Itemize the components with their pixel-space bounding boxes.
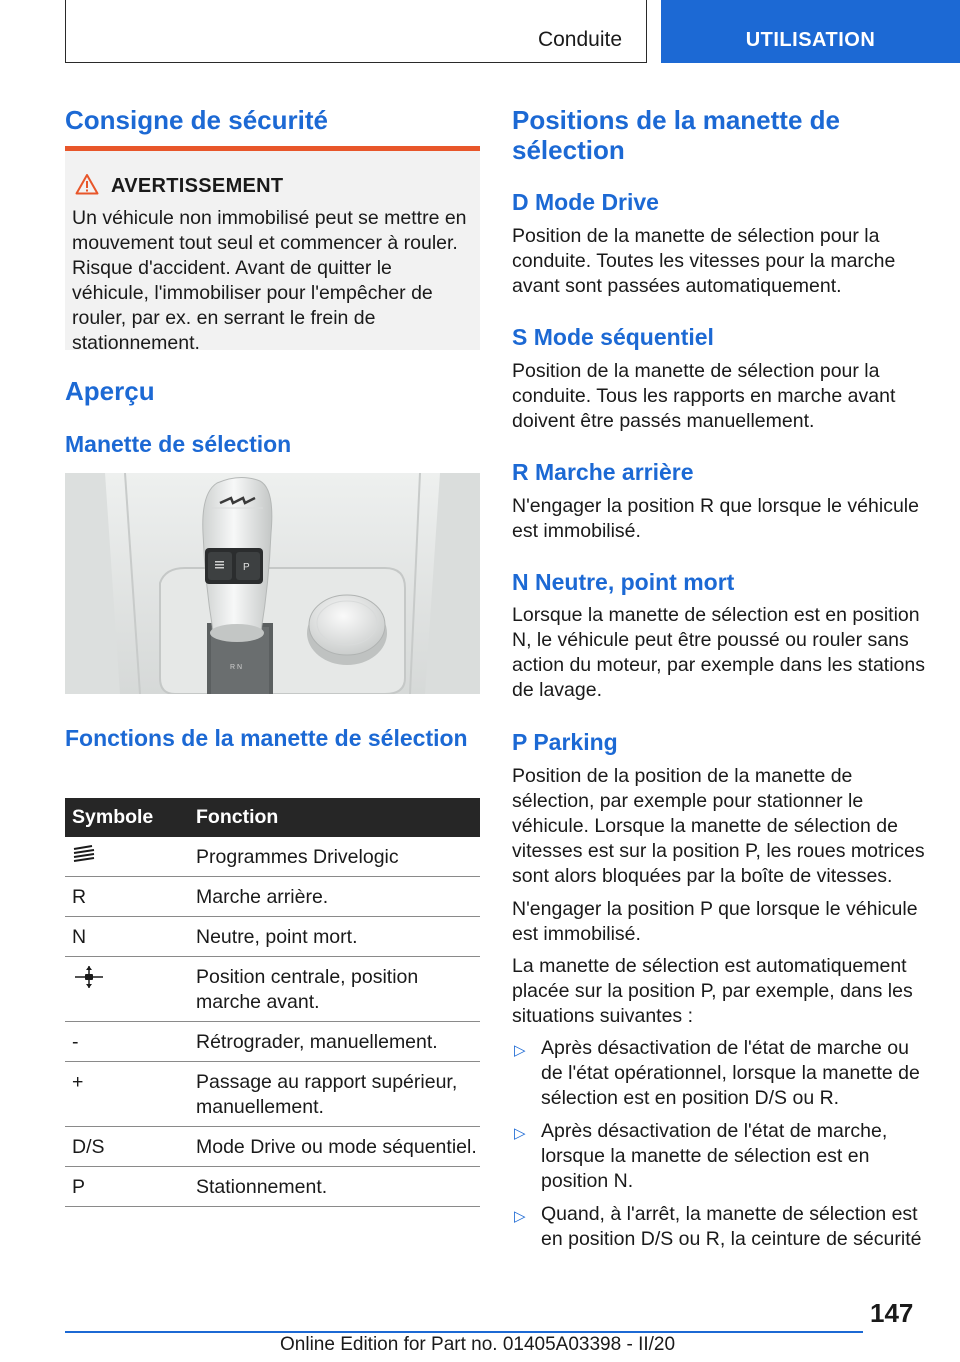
warning-triangle-icon: [75, 173, 99, 195]
page-number: 147: [870, 1298, 914, 1328]
warning-box: [65, 146, 480, 354]
table-cell-symbol: N: [65, 917, 189, 957]
reverse-heading: R Marche arrière: [512, 459, 694, 485]
parking-text-1: Position de la position de la manette de sélection, par exemple pour stationner le véhicule. Lorsque la manette de sélection de vitesses est sur la position P, les roues motrices sont alors bloquées par la boîte de vitesses.: [512, 765, 925, 887]
overview-heading: Aperçu: [65, 376, 155, 406]
table-cell-symbol: [65, 957, 189, 1022]
table-row: [65, 1062, 480, 1127]
warning-label: AVERTISSEMENT: [111, 175, 284, 197]
table-row: [65, 1167, 480, 1207]
table-cell-function: Neutre, point mort.: [189, 917, 480, 957]
table-cell-symbol: P: [65, 1167, 189, 1207]
table-row: [65, 1127, 480, 1167]
table-cell-function: Position centrale, position marche avant.: [189, 957, 480, 1022]
safety-heading: Consigne de sécurité: [65, 105, 328, 135]
neutral-heading: N Neutre, point mort: [512, 569, 735, 595]
footer-edition: Online Edition for Part no. 01405A03398 - II/20: [280, 1334, 676, 1355]
svg-text:P: P: [243, 562, 250, 573]
table-row: [65, 957, 480, 1022]
table-row: [65, 877, 480, 917]
parking-bullet-list: [512, 1036, 930, 1260]
drive-mode-heading: D Mode Drive: [512, 189, 659, 215]
table-header-symbol: Symbole: [65, 798, 189, 837]
triangle-bullet-icon: ▷: [514, 1042, 526, 1059]
gear-selector-illustration: [65, 473, 480, 694]
parking-text-3: La manette de sélection est automatiquement placée sur la position P, par exemple, dans les situations suivantes :: [512, 955, 913, 1027]
header-chapter-tab: [661, 0, 960, 63]
table-cell-symbol: D/S: [65, 1127, 189, 1167]
table-cell-symbol: +: [65, 1062, 189, 1127]
table-cell-function: Stationnement.: [189, 1167, 480, 1207]
sequential-mode-text: Position de la manette de sélection pour la conduite. Tous les rapports en marche avant doivent être passés manuellement.: [512, 360, 896, 432]
table-cell-symbol: [65, 837, 189, 877]
list-item: ▷ Après désactivation de l'état de marche ou de l'état opérationnel, lorsque la manette de sélection est en position D/S ou R.: [514, 1037, 920, 1109]
gear-selector-photo: [65, 473, 480, 694]
warning-text: Un véhicule non immobilisé peut se mettre en mouvement tout seul et commencer à rouler. Risque d'accident. Avant de quitter le véhicule, l'immobiliser pour l'empêcher de rouler, par ex. en serrant le frein de stationnement.: [72, 207, 467, 354]
table-cell-function: Rétrograder, manuellement.: [189, 1022, 480, 1062]
table-header-function: Fonction: [189, 798, 480, 837]
table-row: [65, 917, 480, 957]
list-item: ▷ Quand, à l'arrêt, la manette de sélection est en position D/S ou R, la ceinture de sécurité: [514, 1203, 922, 1250]
selector-labels: R N: [230, 664, 243, 671]
drivelogic-icon: [72, 845, 96, 863]
parking-text-2: N'engager la position P que lorsque le véhicule est immobilisé.: [512, 898, 918, 945]
table-cell-function: Programmes Drivelogic: [189, 837, 480, 877]
table-cell-function: Marche arrière.: [189, 877, 480, 917]
parking-heading: P Parking: [512, 729, 618, 755]
header-section-title: Conduite: [537, 28, 622, 51]
table-row: [65, 1022, 480, 1062]
list-item: ▷ Après désactivation de l'état de marche, lorsque la manette de sélection est en position N.: [514, 1120, 888, 1192]
triangle-bullet-icon: ▷: [514, 1208, 526, 1225]
neutral-text: Lorsque la manette de sélection est en position N, le véhicule peut être poussé ou rouler sans action du moteur, par exemple dans les stations de lavage.: [512, 604, 925, 701]
table-cell-function: Passage au rapport supérieur, manuellement.: [189, 1062, 480, 1127]
functions-table: [65, 798, 480, 1207]
positions-heading: Positions de la manette de sélection: [512, 105, 840, 165]
header-section-box: [65, 0, 647, 63]
functions-heading: Fonctions de la manette de sélection: [65, 725, 468, 751]
header-chapter-title: UTILISATION: [745, 29, 876, 51]
table-cell-symbol: R: [65, 877, 189, 917]
triangle-bullet-icon: ▷: [514, 1125, 526, 1142]
drive-mode-text: Position de la manette de sélection pour la conduite. Toutes les vitesses pour la marche avant sont passées automatiquement.: [512, 225, 896, 297]
table-cell-symbol: -: [65, 1022, 189, 1062]
table-cell-function: Mode Drive ou mode séquentiel.: [189, 1127, 480, 1167]
table-row: [65, 837, 480, 877]
selector-subheading: Manette de sélection: [65, 431, 292, 457]
reverse-text: N'engager la position R que lorsque le véhicule est immobilisé.: [512, 495, 919, 542]
footer-divider: [65, 1331, 863, 1333]
sequential-mode-heading: S Mode séquentiel: [512, 324, 714, 350]
table-header-row: [65, 798, 480, 837]
center-position-icon: [72, 965, 106, 989]
